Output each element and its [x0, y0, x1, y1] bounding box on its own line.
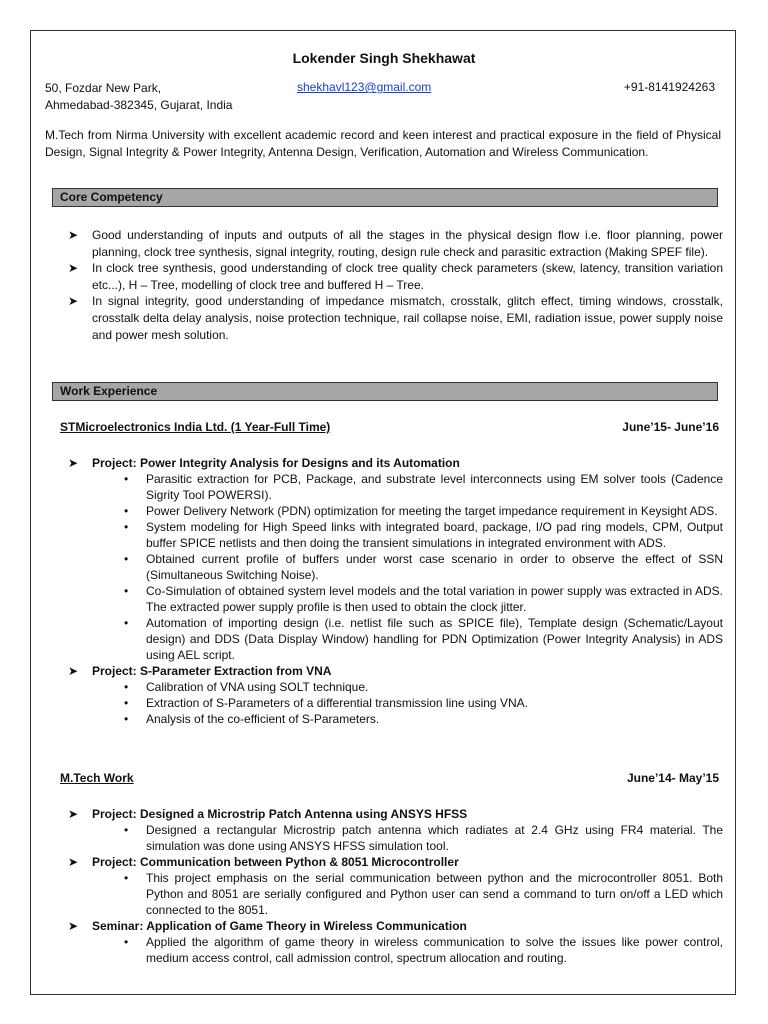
address-line-1: 50, Fozdar New Park, — [45, 81, 162, 95]
list-item: • Power Delivery Network (PDN) optimization for meeting the target impedance requirement in Keysight ADS. — [124, 504, 718, 518]
project-item — [68, 854, 723, 918]
arrow-bullet-icon: ➤ — [68, 294, 79, 309]
org-heading-stmicro — [60, 420, 719, 434]
list-item: ➤ In signal integrity, good understanding of impedance mismatch, crosstalk, glitch effect, timing windows, crosstalk, crosstalk delta delay analysis, noise protection technique, rail collapse noise, EMI, radiation issue, power supply noise and power mesh solution. — [68, 294, 723, 342]
bullet-dot-icon: • — [124, 680, 129, 694]
section-header-work-experience: Work Experience — [52, 382, 718, 401]
project-item — [68, 455, 723, 663]
section-header-core-competency: Core Competency — [52, 188, 718, 207]
project-title: Project: Power Integrity Analysis for Designs and its Automation — [92, 456, 460, 470]
arrow-bullet-icon: ➤ — [68, 261, 79, 276]
list-item: ➤ Good understanding of inputs and outputs of all the stages in the physical design flow i.e. floor planning, power planning, clock tree synthesis, signal integrity, routing, design rule check and parasitic extraction (Making SPEF file). — [68, 228, 723, 259]
bullet-dot-icon: • — [124, 584, 129, 598]
bullet-dot-icon: • — [124, 504, 129, 518]
list-item: • Calibration of VNA using SOLT technique. — [124, 680, 369, 694]
email-link[interactable]: shekhavl123@gmail.com — [297, 80, 432, 94]
org-date: June’15- June’16 — [622, 420, 719, 434]
bullet-dot-icon: • — [124, 871, 129, 885]
project-item — [68, 663, 723, 727]
address — [45, 80, 232, 114]
list-item: • Extraction of S-Parameters of a differential transmission line using VNA. — [124, 696, 528, 710]
arrow-bullet-icon: ➤ — [68, 807, 79, 821]
bullet-dot-icon: • — [124, 823, 129, 837]
project-title: Seminar: Application of Game Theory in Wireless Communication — [92, 919, 467, 933]
list-item: • Applied the algorithm of game theory in wireless communication to solve the issues like power control, medium access control, call admission control, spectrum allocation and routing. — [124, 935, 723, 965]
bullet-dot-icon: • — [124, 935, 129, 949]
list-item: • Automation of importing design (i.e. netlist file such as SPICE file), Template design (Schematic/Layout design) and DDS (Data Display Window) handling for PDN Optimization (Power Integrity Analysis) in ADS using AEL script. — [124, 616, 723, 662]
arrow-bullet-icon: ➤ — [68, 919, 79, 933]
bullet-dot-icon: • — [124, 520, 129, 534]
project-item — [68, 806, 723, 854]
list-item: • Designed a rectangular Microstrip patch antenna which radiates at 2.4 GHz using FR4 material. The simulation was done using ANSYS HFSS simulation tool. — [124, 823, 723, 853]
mtech-projects — [68, 806, 723, 966]
address-line-2: Ahmedabad-382345, Gujarat, India — [45, 98, 233, 112]
org-date: June’14- May’15 — [626, 771, 719, 785]
list-item: • Co-Simulation of obtained system level models and the total variation in power supply was extracted in ADS. The extracted power supply profile is then used to obtain the clock jitter. — [124, 584, 723, 614]
org-heading-mtech — [60, 771, 719, 785]
arrow-bullet-icon: ➤ — [68, 228, 79, 242]
arrow-bullet-icon: ➤ — [68, 855, 79, 869]
org-name: STMicroelectronics India Ltd. (1 Year-Full Time) — [60, 420, 331, 434]
project-item — [68, 918, 723, 966]
bullet-dot-icon: • — [124, 696, 129, 710]
list-item: • System modeling for High Speed links with integrated board, package, I/O pad ring models, CPM, Output buffer SPICE netlists and then doing the transient simulations in integrated environment with ADS. — [124, 520, 723, 550]
bullet-dot-icon: • — [124, 472, 129, 486]
core-competency-list — [68, 227, 723, 343]
arrow-bullet-icon: ➤ — [68, 664, 79, 678]
bullet-dot-icon: • — [124, 616, 129, 630]
phone-number: +91-8141924263 — [623, 80, 715, 94]
org-name: M.Tech Work — [60, 771, 134, 785]
project-title: Project: S-Parameter Extraction from VNA — [92, 664, 332, 678]
bullet-dot-icon: • — [124, 712, 129, 726]
project-title: Project: Designed a Microstrip Patch Antenna using ANSYS HFSS — [92, 807, 468, 821]
arrow-bullet-icon: ➤ — [68, 456, 79, 470]
stmicro-projects — [68, 455, 723, 727]
candidate-name: Lokender Singh Shekhawat — [292, 50, 476, 66]
list-item: ➤ In clock tree synthesis, good understanding of clock tree quality check parameters (skew, latency, transition variation etc...), H – Tree, modelling of clock tree and buffered H – Tree. — [68, 261, 723, 292]
bullet-dot-icon: • — [124, 552, 129, 566]
project-title: Project: Communication between Python & 8051 Microcontroller — [92, 855, 459, 869]
list-item: • This project emphasis on the serial communication between python and the microcontroller 8051. Both Python and 8051 are serially configured and Python user can send a command to turn on/off a LED which connected to the 8051. — [124, 871, 723, 917]
list-item: • Obtained current profile of buffers under worst case scenario in order to observe the effect of SSN (Simultaneous Switching Noise). — [124, 552, 723, 582]
list-item: • Parasitic extraction for PCB, Package, and substrate level interconnects using EM solver tools (Cadence Sigrity Tool POWERSI). — [124, 472, 723, 502]
list-item: • Analysis of the co-efficient of S-Parameters. — [124, 712, 380, 726]
summary-paragraph: M.Tech from Nirma University with excellent academic record and keen interest and practical exposure in the field of Physical Design, Signal Integrity & Power Integrity, Antenna Design, Verification, Automation and Wireless Communication. — [45, 128, 721, 159]
